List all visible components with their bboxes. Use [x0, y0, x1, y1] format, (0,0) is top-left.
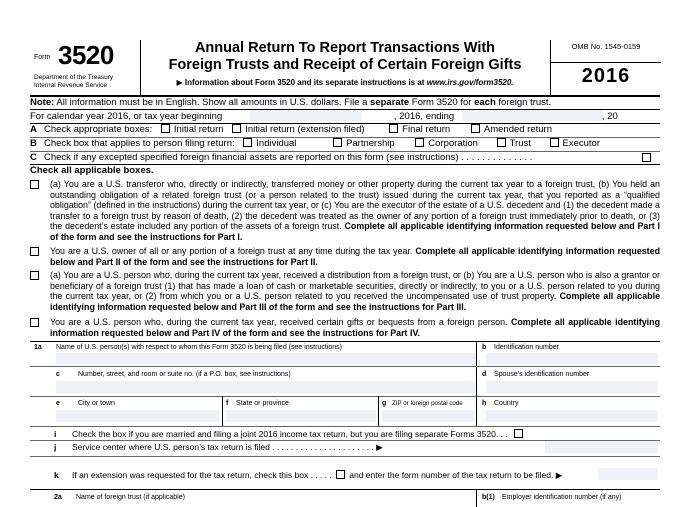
individual-checkbox[interactable]: [243, 138, 252, 147]
field-2a-label: 2a Name of foreign trust (if applicable): [54, 494, 185, 501]
divider: [30, 426, 660, 427]
divider: [30, 489, 660, 490]
initial-return-extension-checkbox[interactable]: [232, 124, 241, 133]
field-d-label: d Spouse’s identification number: [482, 371, 590, 378]
form-title: Annual Return To Report Transactions With Foreign Trusts and Receipt of Certain Foreign Gifts: [168, 40, 522, 73]
joint-return-checkbox[interactable]: [514, 429, 523, 438]
amended-return-checkbox[interactable]: [471, 124, 480, 133]
divider: [222, 396, 223, 426]
field-e-label: e City or town: [56, 400, 115, 407]
divider: [30, 366, 660, 367]
partnership-checkbox[interactable]: [333, 138, 342, 147]
line-a: A Check appropriate boxes: Initial return Initial return (extension filed) Final return Amended return: [30, 124, 552, 135]
field-c-label: c Number, street, and room or suite no. (if a P.O. box, see instructions): [56, 371, 291, 378]
field-g-label: g ZIP or foreign postal code: [382, 400, 463, 407]
part-i-option: (a) You are a U.S. transferor who, directly or indirectly, transferred money or other property during the current tax year to a foreign trust, (b) You held an outstanding obligation of a related foreign trust (or a person related to the trust) issued during the current tax year, that you reported as a “qualified obligation” (defined in the instructions) during the current tax year, or (c) You are the executor of the estate of a U.S. decedent and (1) the decedent made a transfer to a foreign trust by reason of death, (2) the decedent was treated as the owner of any portion of a foreign trust immediately prior to death, or (3) the decedent’s estate included any portion of the assets of a foreign trust. Complete all applicable identifying information requested below and Part I of the form and see the instructions for Part I.: [30, 179, 660, 243]
line-c: C Check if any excepted specified foreign financial assets are reported on this form (see instructions) . . . . . . . . . . . . . .: [30, 152, 660, 164]
field-j: j Service center where U.S. person’s tax return is filed . . . . . . . . . . . . . . . . . . . . . . ▶: [54, 442, 383, 452]
note-line: Note: All information must be in English. Show all amounts in U.S. dollars. File a separate Form 3520 for each foreign trust.: [30, 97, 552, 108]
initial-return-checkbox[interactable]: [161, 124, 170, 133]
divider: [476, 489, 477, 507]
tax-year-end-input[interactable]: [462, 110, 602, 121]
field-1a-label: 1a Name of U.S. person(s) with respect to whom this Form 3520 is being filed (see instructions): [34, 344, 342, 351]
form-label: Form: [34, 54, 51, 61]
identification-number-input[interactable]: [486, 353, 658, 365]
part-ii-option: You are a U.S. owner of all or any portion of a foreign trust at any time during the tax year. Complete all applicable identifying information requested below and Part II of the form and see the instructions for Part II.: [30, 246, 660, 267]
country-input[interactable]: [486, 410, 658, 422]
corporation-checkbox[interactable]: [415, 138, 424, 147]
tax-year: 2016: [551, 62, 661, 88]
omb-number: OMB No. 1545-0159: [571, 42, 641, 51]
field-k: k If an extension was requested for the tax return, check this box . . . . . and enter the form number of the tax return to be filed. ▶: [54, 470, 563, 480]
form-number: 3520: [58, 40, 114, 70]
service-center-input[interactable]: [545, 441, 658, 453]
omb-box: [550, 40, 661, 95]
street-address-input[interactable]: [56, 381, 476, 393]
irs-link[interactable]: www.irs.gov/form3520.: [426, 78, 514, 87]
part-ii-checkbox[interactable]: [30, 247, 39, 256]
field-b-label: b Identification number: [482, 344, 559, 351]
form-number-box: [30, 40, 141, 95]
excepted-assets-checkbox[interactable]: [642, 153, 651, 162]
line-b: B Check box that applies to person filing return: Individual Partnership Corporation Trust Executor: [30, 138, 601, 149]
form-header: [30, 40, 660, 95]
field-f-label: f State or province: [226, 400, 289, 407]
check-all-heading: Check all applicable boxes.: [30, 165, 154, 176]
field-h-label: h Country: [482, 400, 519, 407]
spouse-id-input[interactable]: [486, 381, 658, 393]
zip-input[interactable]: [382, 410, 474, 422]
info-line: ▶ Information about Form 3520 and its separate instructions is at www.irs.gov/form3520.: [176, 78, 514, 87]
part-i-checkbox[interactable]: [30, 180, 39, 189]
trust-checkbox[interactable]: [497, 138, 506, 147]
divider: [30, 341, 660, 342]
tax-year-begin-input[interactable]: [250, 110, 362, 121]
department: Department of the Treasury Internal Revenue Service: [34, 74, 114, 89]
divider: [30, 456, 660, 457]
part-iii-checkbox[interactable]: [30, 271, 39, 280]
divider: [378, 396, 379, 426]
divider: [476, 341, 477, 396]
state-input[interactable]: [226, 410, 376, 422]
city-input[interactable]: [56, 410, 220, 422]
part-iv-checkbox[interactable]: [30, 318, 39, 327]
us-person-name-input[interactable]: [56, 353, 476, 365]
divider: [30, 396, 660, 397]
field-i: i Check the box if you are married and filing a joint 2016 income tax return, but you are filing separate Forms 3520. . .: [30, 428, 660, 440]
part-iii-option: (a) You are a U.S. person who, during the current tax year, received a distribution from a foreign trust, or (b) You are a U.S. person who is also a grantor or beneficiary of a foreign trust (1) that has made a loan of cash or marketable securities, directly or indirectly, to you or a U.S. person related to you during the current tax year, or (2) from which you or a U.S. person related to you received the uncompensated use of trust property. Complete all applicable identifying information requested below and Part III of the form and see the instructions for Part III.: [30, 270, 660, 312]
calendar-line: For calendar year 2016, or tax year beginning , 2016, ending , 20: [30, 111, 618, 122]
final-return-checkbox[interactable]: [389, 124, 398, 133]
part-iv-option: You are a U.S. person who, during the current tax year, received certain gifts or bequests from a foreign person. Complete all applicable identifying information requested below and Part IV of the form and see the instructions for Part IV.: [30, 317, 660, 338]
extension-checkbox[interactable]: [336, 470, 345, 479]
field-2b-label: b(1) Employer identification number (if any): [482, 494, 622, 501]
divider: [476, 396, 477, 426]
executor-checkbox[interactable]: [550, 138, 559, 147]
tax-return-form-number-input[interactable]: [598, 468, 658, 480]
